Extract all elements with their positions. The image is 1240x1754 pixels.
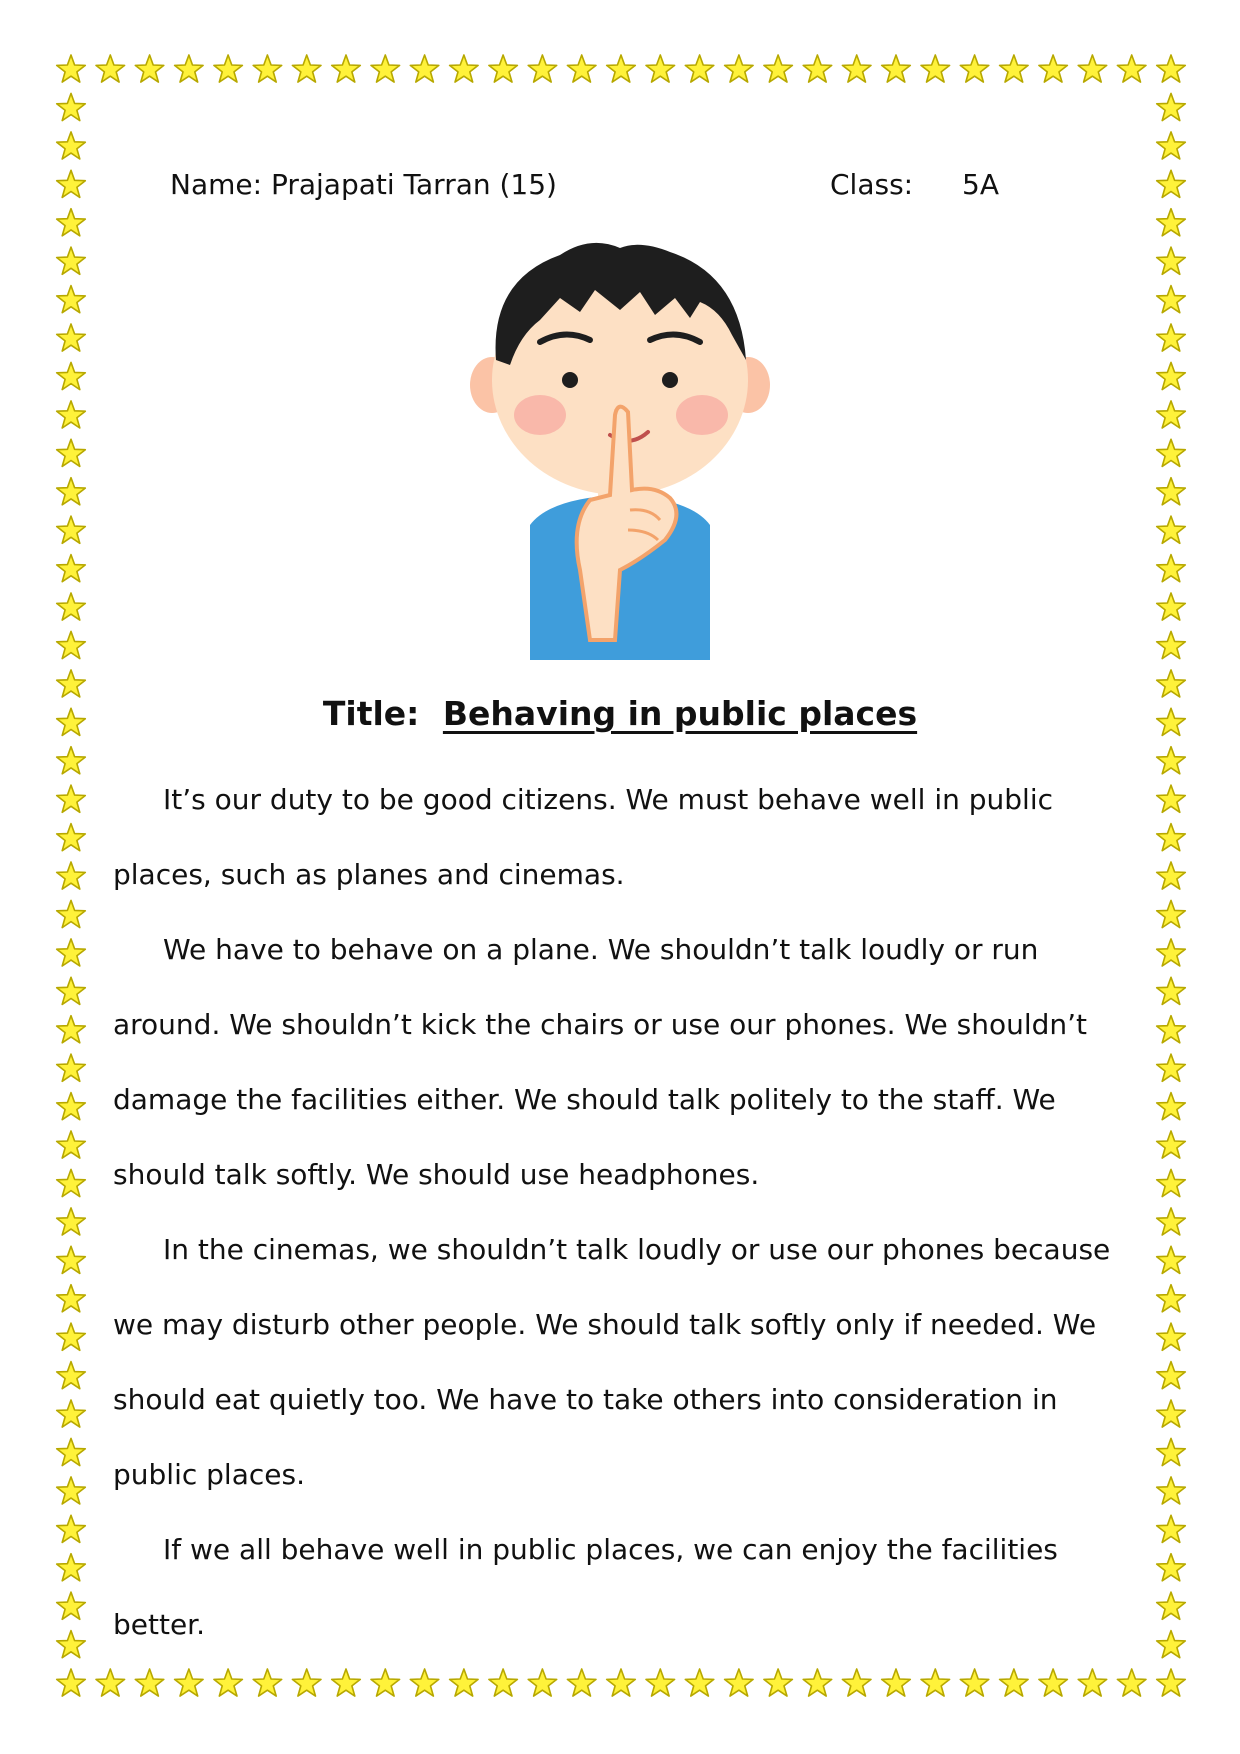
- star-icon: [332, 55, 361, 82]
- star-icon: [1157, 1400, 1186, 1427]
- star-icon: [57, 209, 86, 236]
- star-icon: [685, 1669, 714, 1696]
- star-icon: [1117, 55, 1146, 82]
- star-icon: [764, 1669, 793, 1696]
- star-icon: [1157, 1631, 1186, 1658]
- star-icon: [57, 1285, 86, 1312]
- star-icon: [253, 1669, 282, 1696]
- star-icon: [57, 324, 86, 351]
- star-icon: [921, 55, 950, 82]
- star-icon: [1157, 593, 1186, 620]
- star-icon: [135, 1669, 164, 1696]
- star-icon: [1157, 939, 1186, 966]
- star-icon: [1039, 55, 1068, 82]
- star-icon: [57, 170, 86, 197]
- star-icon: [57, 362, 86, 389]
- star-icon: [175, 55, 204, 82]
- star-icon: [1157, 247, 1186, 274]
- star-icon: [607, 1669, 636, 1696]
- star-icon: [1117, 1669, 1146, 1696]
- star-icon: [1157, 516, 1186, 543]
- star-icon: [57, 478, 86, 505]
- star-icon: [1078, 1669, 1107, 1696]
- star-icon: [960, 55, 989, 82]
- star-icon: [96, 1669, 125, 1696]
- star-icon: [1157, 631, 1186, 658]
- star-icon: [1157, 1554, 1186, 1581]
- star-icon: [57, 785, 86, 812]
- star-icon: [1157, 1208, 1186, 1235]
- star-icon: [1157, 55, 1186, 82]
- star-icon: [1157, 1669, 1186, 1696]
- star-icon: [1157, 93, 1186, 120]
- star-icon: [1157, 1438, 1186, 1465]
- star-icon: [1157, 1093, 1186, 1120]
- star-icon: [1157, 439, 1186, 466]
- star-icon: [57, 1093, 86, 1120]
- essay-title: [0, 694, 1240, 733]
- star-icon: [1157, 401, 1186, 428]
- star-icon: [332, 1669, 361, 1696]
- star-icon: [1157, 1515, 1186, 1542]
- star-icon: [1157, 1477, 1186, 1504]
- star-icon: [1157, 1246, 1186, 1273]
- star-icon: [57, 1400, 86, 1427]
- star-icon: [57, 593, 86, 620]
- star-icon: [371, 1669, 400, 1696]
- star-icon: [1157, 1169, 1186, 1196]
- star-icon: [803, 55, 832, 82]
- left-cheek: [514, 395, 566, 435]
- star-icon: [567, 1669, 596, 1696]
- star-icon: [57, 1054, 86, 1081]
- star-icon: [842, 55, 871, 82]
- star-icon: [842, 1669, 871, 1696]
- star-icon: [57, 862, 86, 889]
- star-icon: [1157, 1131, 1186, 1158]
- star-icon: [57, 516, 86, 543]
- star-icon: [57, 1438, 86, 1465]
- star-icon: [882, 55, 911, 82]
- name-value: Prajapati Tarran (15): [270, 168, 557, 201]
- star-icon: [960, 1669, 989, 1696]
- paragraph: We have to behave on a plane. We shouldn’t talk loudly or run around. We shouldn’t kick the chairs or use our phones. We shouldn’t damage the facilities either. We should talk politely to the staff. We should talk softly. We should use headphones.: [113, 933, 1088, 1191]
- star-icon: [1157, 209, 1186, 236]
- star-icon: [371, 55, 400, 82]
- paragraph: In the cinemas, we shouldn’t talk loudly or use our phones because we may disturb other people. We should talk softly only if needed. We should eat quietly too. We have to take others into consideration in public places.: [113, 1233, 1111, 1491]
- star-icon: [685, 55, 714, 82]
- star-icon: [725, 55, 754, 82]
- star-icon: [528, 1669, 557, 1696]
- star-icon: [214, 55, 243, 82]
- star-icon: [1157, 324, 1186, 351]
- star-icon: [57, 401, 86, 428]
- class-value: 5A: [962, 168, 999, 201]
- star-icon: [57, 1515, 86, 1542]
- class-label: Class:: [830, 168, 914, 201]
- header: [170, 168, 1070, 212]
- star-icon: [292, 1669, 321, 1696]
- star-icon: [1157, 362, 1186, 389]
- star-icon: [1157, 132, 1186, 159]
- star-icon: [96, 55, 125, 82]
- star-icon: [292, 55, 321, 82]
- star-icon: [57, 1323, 86, 1350]
- star-icon: [1157, 1285, 1186, 1312]
- star-icon: [57, 555, 86, 582]
- star-icon: [1157, 1054, 1186, 1081]
- boy-shushing-icon: [470, 240, 770, 660]
- title-text: Behaving in public places: [442, 694, 918, 733]
- star-icon: [1000, 1669, 1029, 1696]
- star-icon: [1157, 170, 1186, 197]
- star-icon: [57, 1592, 86, 1619]
- star-icon: [175, 1669, 204, 1696]
- star-icon: [57, 824, 86, 851]
- star-icon: [489, 1669, 518, 1696]
- student-name: [170, 168, 557, 201]
- star-icon: [410, 1669, 439, 1696]
- star-icon: [57, 1669, 86, 1696]
- star-icon: [1157, 977, 1186, 1004]
- title-label: Title:: [322, 694, 420, 733]
- star-icon: [1000, 55, 1029, 82]
- paragraph: It’s our duty to be good citizens. We must behave well in public places, such as planes and cinemas.: [113, 783, 1054, 891]
- star-icon: [489, 55, 518, 82]
- star-icon: [764, 55, 793, 82]
- star-icon: [1157, 862, 1186, 889]
- star-icon: [57, 1631, 86, 1658]
- star-icon: [1157, 1016, 1186, 1043]
- star-icon: [450, 1669, 479, 1696]
- star-icon: [1157, 900, 1186, 927]
- star-icon: [57, 1554, 86, 1581]
- star-icon: [803, 1669, 832, 1696]
- star-icon: [1157, 1323, 1186, 1350]
- star-icon: [410, 55, 439, 82]
- star-icon: [1039, 1669, 1068, 1696]
- star-icon: [1157, 824, 1186, 851]
- star-icon: [253, 55, 282, 82]
- star-icon: [1078, 55, 1107, 82]
- name-label: Name:: [170, 168, 263, 201]
- star-icon: [57, 670, 86, 697]
- star-icon: [57, 132, 86, 159]
- star-icon: [57, 1246, 86, 1273]
- star-icon: [646, 1669, 675, 1696]
- star-icon: [57, 93, 86, 120]
- star-icon: [1157, 555, 1186, 582]
- star-icon: [1157, 670, 1186, 697]
- star-icon: [607, 55, 636, 82]
- star-icon: [57, 1131, 86, 1158]
- star-icon: [57, 55, 86, 82]
- star-icon: [57, 977, 86, 1004]
- star-icon: [57, 286, 86, 313]
- star-icon: [57, 1208, 86, 1235]
- star-icon: [567, 55, 596, 82]
- star-icon: [214, 1669, 243, 1696]
- star-icon: [57, 439, 86, 466]
- essay-body: [113, 762, 1133, 1662]
- star-icon: [57, 939, 86, 966]
- star-icon: [1157, 1592, 1186, 1619]
- star-icon: [1157, 286, 1186, 313]
- star-icon: [1157, 1362, 1186, 1389]
- star-icon: [725, 1669, 754, 1696]
- right-cheek: [676, 395, 728, 435]
- star-icon: [1157, 478, 1186, 505]
- star-icon: [57, 1169, 86, 1196]
- star-icon: [57, 747, 86, 774]
- star-icon: [57, 1362, 86, 1389]
- star-icon: [57, 247, 86, 274]
- star-icon: [921, 1669, 950, 1696]
- student-class: [830, 168, 999, 201]
- star-icon: [135, 55, 164, 82]
- star-icon: [1157, 747, 1186, 774]
- star-icon: [528, 55, 557, 82]
- star-icon: [57, 1477, 86, 1504]
- star-icon: [646, 55, 675, 82]
- star-icon: [57, 900, 86, 927]
- star-icon: [1157, 785, 1186, 812]
- star-icon: [450, 55, 479, 82]
- paragraph: If we all behave well in public places, we can enjoy the facilities better.: [113, 1533, 1058, 1641]
- star-icon: [57, 631, 86, 658]
- star-icon: [57, 1016, 86, 1043]
- star-icon: [882, 1669, 911, 1696]
